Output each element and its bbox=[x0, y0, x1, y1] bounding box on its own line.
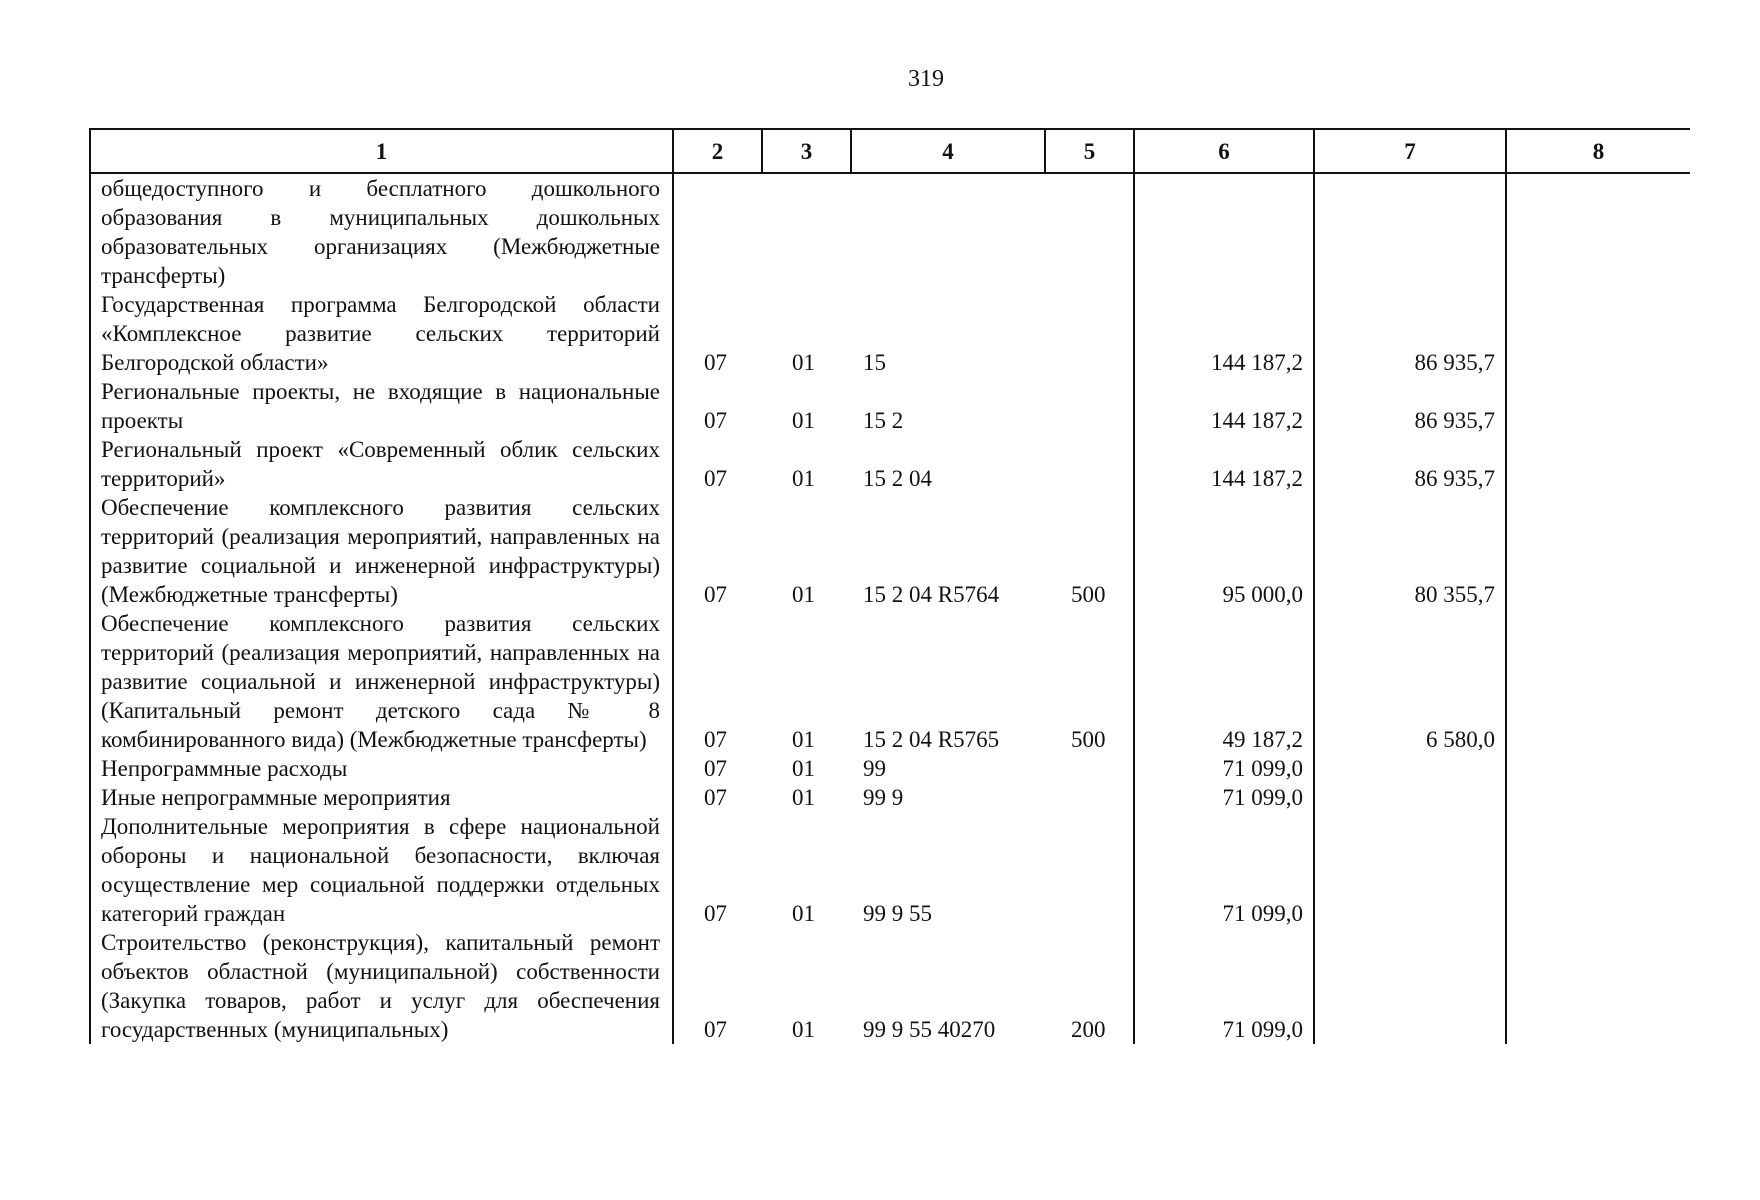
row-target-code: 15 2 04 bbox=[863, 466, 932, 491]
row-target-code: 15 bbox=[863, 350, 886, 375]
row-description: Региональный проект «Современный облик сельских территорий» bbox=[90, 435, 673, 493]
row-expense-type bbox=[1045, 377, 1134, 435]
row-amount-col6: 144 187,2 bbox=[1134, 377, 1314, 435]
row-amount-col6: 71 099,0 bbox=[1134, 754, 1314, 783]
row-amount-col7: 86 935,7 bbox=[1314, 290, 1506, 377]
row-description: Обеспечение комплексного развития сельских территорий (реализация мероприятий, направленных на развитие социальной и инженерной инфраструктуры) (Капитальный ремонт детского сада № 8 комбинированного вида) (Межбюджетные трансферты) bbox=[90, 609, 673, 754]
row-description: Обеспечение комплексного развития сельских территорий (реализация мероприятий, направленных на развитие социальной и инженерной инфраструктуры) (Межбюджетные трансферты) bbox=[90, 493, 673, 609]
row-expense-type bbox=[1045, 173, 1134, 290]
row-target-code: 99 9 55 40270 bbox=[863, 1017, 996, 1042]
header-col-5: 5 bbox=[1045, 129, 1134, 173]
row-amount-col8 bbox=[1506, 377, 1690, 435]
row-amount-col6: 49 187,2 bbox=[1134, 609, 1314, 754]
row-amount-col8 bbox=[1506, 435, 1690, 493]
row-target-code: 99 9 bbox=[863, 785, 904, 810]
row-target-code: 15 2 04 R5764 bbox=[863, 582, 1000, 607]
table-row bbox=[90, 377, 1690, 435]
table-header-row bbox=[90, 129, 1690, 173]
row-section: 07 bbox=[673, 377, 762, 435]
row-description: Дополнительные мероприятия в сфере национальной обороны и национальной безопасности, включая осуществление мер социальной поддержки отдельных категорий граждан bbox=[90, 812, 673, 928]
row-amount-col7: 80 355,7 bbox=[1314, 493, 1506, 609]
row-amount-col8 bbox=[1506, 290, 1690, 377]
row-target-code bbox=[851, 173, 1045, 290]
table-row bbox=[90, 812, 1690, 928]
header-col-6: 6 bbox=[1134, 129, 1314, 173]
row-subsection: 01 bbox=[792, 901, 815, 926]
row-subsection: 01 bbox=[792, 727, 815, 752]
header-col-2: 2 bbox=[673, 129, 762, 173]
row-target-code: 99 bbox=[863, 756, 886, 781]
row-amount-col8 bbox=[1506, 928, 1690, 1044]
page-number: 319 bbox=[908, 66, 944, 92]
row-amount-col8 bbox=[1506, 493, 1690, 609]
budget-table-container bbox=[89, 128, 1690, 1124]
row-amount-col7: 86 935,7 bbox=[1314, 435, 1506, 493]
row-description: Иные непрограммные мероприятия bbox=[90, 783, 673, 812]
row-amount-col7: 86 935,7 bbox=[1314, 377, 1506, 435]
table-row bbox=[90, 754, 1690, 783]
row-expense-type bbox=[1045, 435, 1134, 493]
row-amount-col8 bbox=[1506, 173, 1690, 290]
row-expense-type bbox=[1045, 754, 1134, 783]
table-row bbox=[90, 928, 1690, 1044]
row-description: общедоступного и бесплатного дошкольного образования в муниципальных дошкольных образовательных организациях (Межбюджетные трансферты) bbox=[90, 173, 673, 290]
row-amount-col6: 144 187,2 bbox=[1134, 435, 1314, 493]
row-amount-col6: 71 099,0 bbox=[1134, 783, 1314, 812]
header-col-7: 7 bbox=[1314, 129, 1506, 173]
row-amount-col7 bbox=[1314, 754, 1506, 783]
row-section: 07 bbox=[673, 812, 762, 928]
row-description: Строительство (реконструкция), капитальный ремонт объектов областной (муниципальной) собственности (Закупка товаров, работ и услуг для обеспечения государственных (муниципальных) bbox=[90, 928, 673, 1044]
row-section: 07 bbox=[673, 609, 762, 754]
table-row bbox=[90, 783, 1690, 812]
table-row bbox=[90, 173, 1690, 290]
row-subsection: 01 bbox=[792, 1017, 815, 1042]
row-description: Региональные проекты, не входящие в национальные проекты bbox=[90, 377, 673, 435]
row-amount-col8 bbox=[1506, 783, 1690, 812]
budget-table bbox=[89, 128, 1690, 1044]
table-row bbox=[90, 493, 1690, 609]
row-section: 07 bbox=[673, 928, 762, 1044]
row-section: 07 bbox=[673, 754, 762, 783]
header-col-1: 1 bbox=[90, 129, 673, 173]
row-amount-col6 bbox=[1134, 173, 1314, 290]
row-section: 07 bbox=[673, 290, 762, 377]
row-subsection: 01 bbox=[792, 466, 815, 491]
row-amount-col7 bbox=[1314, 173, 1506, 290]
row-expense-type bbox=[1045, 783, 1134, 812]
row-amount-col7 bbox=[1314, 783, 1506, 812]
table-row bbox=[90, 290, 1690, 377]
row-amount-col8 bbox=[1506, 609, 1690, 754]
row-subsection bbox=[762, 173, 851, 290]
row-amount-col6: 71 099,0 bbox=[1134, 928, 1314, 1044]
row-amount-col6: 95 000,0 bbox=[1134, 493, 1314, 609]
row-description: Непрограммные расходы bbox=[90, 754, 673, 783]
row-target-code: 15 2 bbox=[863, 408, 904, 433]
row-target-code: 99 9 55 bbox=[863, 901, 932, 926]
row-expense-type: 200 bbox=[1071, 1017, 1106, 1042]
row-amount-col8 bbox=[1506, 812, 1690, 928]
header-col-4: 4 bbox=[851, 129, 1045, 173]
row-amount-col7 bbox=[1314, 812, 1506, 928]
row-amount-col6: 71 099,0 bbox=[1134, 812, 1314, 928]
row-amount-col7 bbox=[1314, 928, 1506, 1044]
row-expense-type: 500 bbox=[1071, 582, 1106, 607]
row-target-code: 15 2 04 R5765 bbox=[863, 727, 1000, 752]
row-section: 07 bbox=[673, 435, 762, 493]
row-expense-type bbox=[1045, 290, 1134, 377]
row-amount-col6: 144 187,2 bbox=[1134, 290, 1314, 377]
header-col-3: 3 bbox=[762, 129, 851, 173]
row-amount-col7: 6 580,0 bbox=[1314, 609, 1506, 754]
row-description: Государственная программа Белгородской области «Комплексное развитие сельских территорий Белгородской области» bbox=[90, 290, 673, 377]
header-col-8: 8 bbox=[1506, 129, 1690, 173]
row-subsection: 01 bbox=[792, 350, 815, 375]
row-subsection: 01 bbox=[792, 785, 815, 810]
row-amount-col8 bbox=[1506, 754, 1690, 783]
row-expense-type bbox=[1045, 812, 1134, 928]
table-row bbox=[90, 435, 1690, 493]
row-section: 07 bbox=[673, 783, 762, 812]
row-subsection: 01 bbox=[792, 756, 815, 781]
row-section bbox=[673, 173, 762, 290]
row-subsection: 01 bbox=[792, 582, 815, 607]
table-row bbox=[90, 609, 1690, 754]
row-section: 07 bbox=[673, 493, 762, 609]
row-expense-type: 500 bbox=[1071, 727, 1106, 752]
row-subsection: 01 bbox=[792, 408, 815, 433]
